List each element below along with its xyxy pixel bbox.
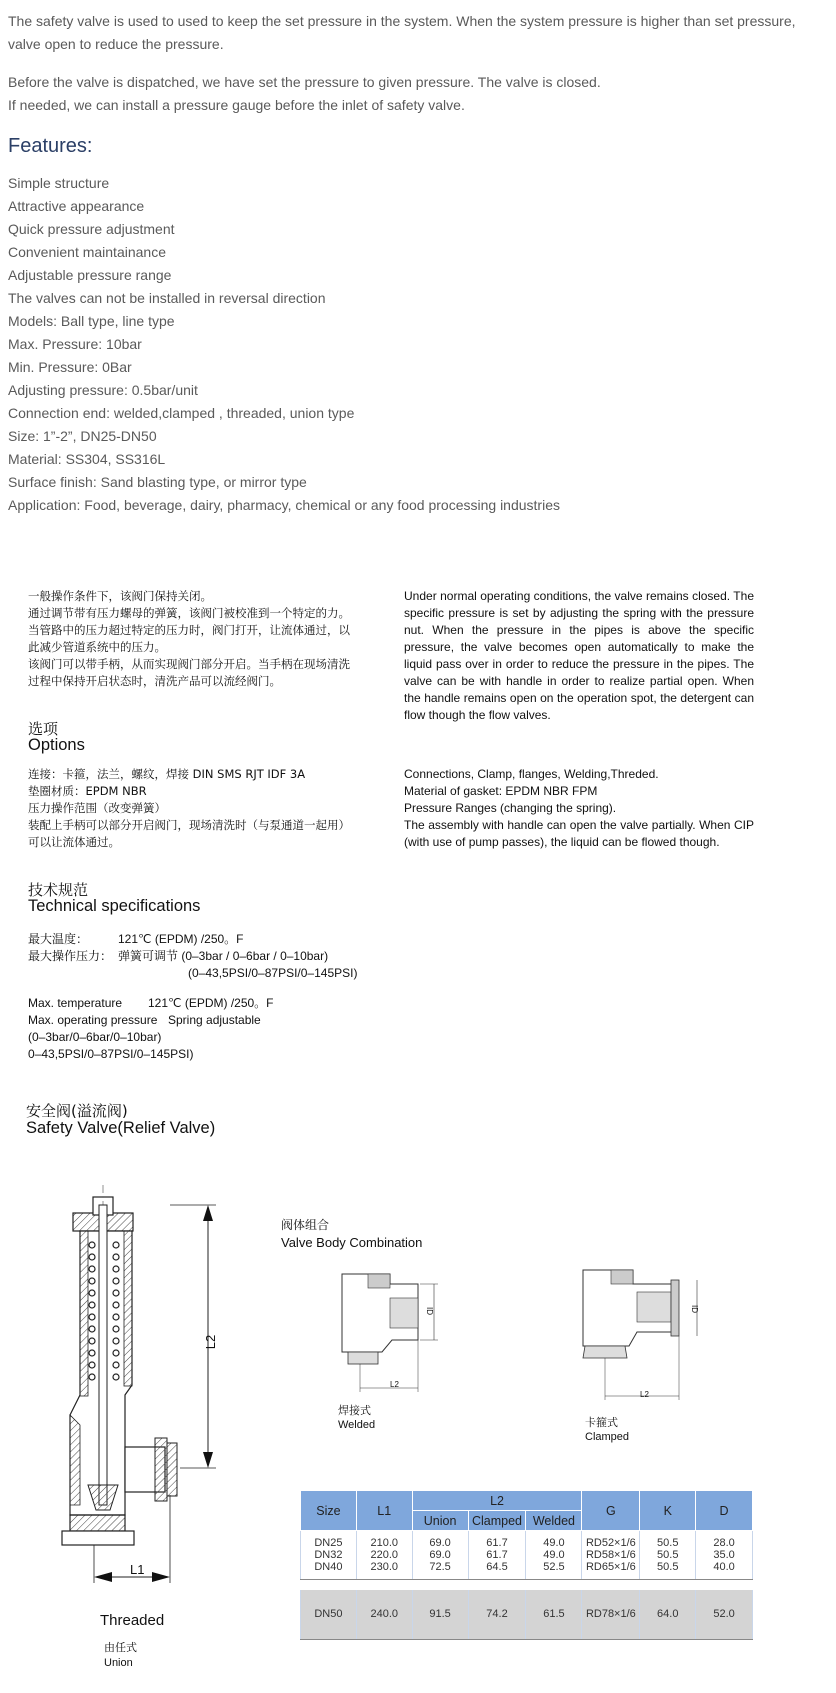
features-list <box>8 172 560 517</box>
en-temp-label: Max. temperature <box>28 996 123 1010</box>
clamped-id-label: ID <box>690 1305 699 1313</box>
header-k: K <box>640 1491 696 1531</box>
cell-clamped: 61.7 61.7 64.5 <box>468 1531 526 1580</box>
cell-l1: 210.0 220.0 230.0 <box>356 1531 412 1580</box>
cell-k: 50.5 50.5 50.5 <box>640 1531 696 1580</box>
header-d: D <box>696 1491 753 1531</box>
header-l2: L2 <box>412 1491 582 1511</box>
cell-clamped: 74.2 <box>468 1590 526 1640</box>
cell-size: DN25 DN32 DN40 <box>301 1531 357 1580</box>
threaded-label: Threaded <box>100 1612 165 1629</box>
techspec-heading-en: Technical specifications <box>28 897 201 915</box>
options-text-cn <box>28 766 398 851</box>
options-cn-line: 压力操作范围（改变弹簧） <box>28 801 166 815</box>
welded-l2-label: L2 <box>390 1380 399 1389</box>
combo-label-en: Valve Body Combination <box>281 1235 423 1250</box>
combo-label-cn: 阀体组合 <box>281 1218 330 1232</box>
operation-cn-line: 通过调节带有压力螺母的弹簧，该阀门被校准到一个特定的力。 <box>28 606 350 620</box>
options-cn-line: 装配上手柄可以部分开启阀门，现场清洗时（与泵通道一起用） <box>28 818 350 832</box>
options-text-en <box>404 766 754 851</box>
cell-g: RD52×1/6 RD58×1/6 RD65×1/6 <box>582 1531 640 1580</box>
union-label-en: Union <box>104 1657 133 1669</box>
dimensions-table <box>300 1490 753 1640</box>
feature-item: Surface finish: Sand blasting type, or mirror type <box>8 474 307 490</box>
welded-label-en: Welded <box>338 1419 376 1431</box>
cn-pressure-value-psi: (0–43,5PSI/0–87PSI/0–145PSI) <box>188 966 358 980</box>
feature-item: Adjustable pressure range <box>8 267 172 283</box>
feature-item: Models: Ball type, line type <box>8 313 175 329</box>
header-union: Union <box>412 1511 468 1531</box>
operation-cn-line: 一般操作条件下，该阀门保持关闭。 <box>28 589 212 603</box>
options-cn-line: 连接：卡箍，法兰，螺纹，焊接 DIN SMS RJT IDF 3A <box>28 767 306 781</box>
operation-cn-line: 此减少管道系统中的压力。 <box>28 640 166 654</box>
welded-id-label: ID <box>425 1307 434 1315</box>
en-pressure-label: Max. operating pressure <box>28 1013 158 1027</box>
intro-section <box>8 10 823 132</box>
options-en-line: Material of gasket: EPDM NBR FPM <box>404 784 598 798</box>
cell-welded: 61.5 <box>526 1590 582 1640</box>
cell-union: 91.5 <box>412 1590 468 1640</box>
union-label-cn: 由任式 <box>104 1642 137 1654</box>
feature-item: Size: 1”-2”, DN25-DN50 <box>8 428 157 444</box>
intro-paragraph-2 <box>8 71 823 117</box>
header-clamped: Clamped <box>468 1511 526 1531</box>
options-en-line: Pressure Ranges (changing the spring). <box>404 801 617 815</box>
header-l1: L1 <box>356 1491 412 1531</box>
options-cn-line: 可以让流体通过。 <box>28 835 120 849</box>
operation-text-cn <box>28 588 388 690</box>
feature-item: Max. Pressure: 10bar <box>8 336 142 352</box>
feature-item: Quick pressure adjustment <box>8 221 175 237</box>
feature-item: Attractive appearance <box>8 198 145 214</box>
feature-item: Material: SS304, SS316L <box>8 451 166 467</box>
product-title-cn: 安全阀(溢流阀) <box>26 1102 128 1120</box>
cn-pressure-label: 最大操作压力： <box>28 949 113 963</box>
feature-item: Convenient maintainance <box>8 244 166 260</box>
en-pressure-value: Spring adjustable <box>168 1013 261 1027</box>
en-temp-value: 121℃ (EPDM) /250。F <box>148 996 274 1010</box>
feature-item: Min. Pressure: 0Bar <box>8 359 132 375</box>
cell-g: RD78×1/6 <box>582 1590 640 1640</box>
options-heading-en: Options <box>28 736 85 754</box>
header-g: G <box>582 1491 640 1531</box>
options-en-line: Connections, Clamp, flanges, Welding,Threded. <box>404 767 659 781</box>
cell-d: 52.0 <box>696 1590 753 1640</box>
clamped-label-cn: 卡箍式 <box>585 1417 618 1429</box>
cell-l1: 240.0 <box>356 1590 412 1640</box>
intro-line-dispatch: Before the valve is dispatched, we have set the pressure to given pressure. The valve is closed. <box>8 74 601 90</box>
features-title: Features: <box>8 135 93 157</box>
feature-item: Application: Food, beverage, dairy, pharmacy, chemical or any food processing industries <box>8 497 560 513</box>
cn-temp-label: 最大温度： <box>28 932 89 946</box>
cell-d: 28.0 35.0 40.0 <box>696 1531 753 1580</box>
dimension-l1-label: L1 <box>130 1562 145 1577</box>
en-range-bar: (0–3bar/0–6bar/0–10bar) <box>28 1030 162 1044</box>
techspec-cn-block <box>28 931 448 982</box>
intro-line-gauge: If needed, we can install a pressure gauge before the inlet of safety valve. <box>8 97 465 113</box>
operation-cn-line: 当管路中的压力超过特定的压力时，阀门打开，让流体通过，以 <box>28 623 350 637</box>
cell-union: 69.0 69.0 72.5 <box>412 1531 468 1580</box>
header-welded: Welded <box>526 1511 582 1531</box>
dimension-l2-label: L2 <box>203 1334 219 1350</box>
safety-valve-drawing <box>40 1185 240 1595</box>
feature-item: The valves can not be installed in reversal direction <box>8 290 326 306</box>
welded-label-cn: 焊接式 <box>338 1405 371 1417</box>
feature-item: Simple structure <box>8 175 110 191</box>
operation-text-en: Under normal operating conditions, the valve remains closed. The specific pressure is set by adjusting the spring with the pressure nut. When the pressure in the pipes is above the specific pressure, the valve becomes open automatically to make the liquid pass over in order to reduce the pressure in the pipes. The valve can be with handle in order to realize partial open. When the handle remains open on the operation spot, the detergent can flow though the flow valves. <box>404 589 754 722</box>
options-cn-line: 垫圈材质：EPDM NBR <box>28 784 147 798</box>
cell-size: DN50 <box>301 1590 357 1640</box>
table-row-dn50 <box>301 1590 753 1640</box>
operation-cn-line: 该阀门可以带手柄，从而实现阀门部分开启。当手柄在现场清洗 <box>28 657 350 671</box>
options-en-line: The assembly with handle can open the valve partially. When CIP (with use of pump passes), the liquid can be flowed though. <box>404 818 754 849</box>
intro-paragraph-1: The safety valve is used to used to keep the set pressure in the system. When the system pressure is higher than set pressure, valve open to reduce the pressure. <box>8 13 796 52</box>
product-title-en: Safety Valve(Relief Valve) <box>26 1119 216 1137</box>
techspec-en-block <box>28 995 448 1063</box>
cn-pressure-value: 弹簧可调节 (0–3bar / 0–6bar / 0–10bar) <box>118 949 329 963</box>
feature-item: Connection end: welded,clamped , threaded, union type <box>8 405 355 421</box>
cn-temp-value: 121℃ (EPDM) /250。F <box>118 932 244 946</box>
techspec-heading-cn: 技术规范 <box>28 881 89 899</box>
clamped-label-en: Clamped <box>585 1431 630 1443</box>
en-range-psi: 0–43,5PSI/0–87PSI/0–145PSI) <box>28 1047 194 1061</box>
cell-welded: 49.0 49.0 52.5 <box>526 1531 582 1580</box>
feature-item: Adjusting pressure: 0.5bar/unit <box>8 382 198 398</box>
clamped-l2-label: L2 <box>640 1390 649 1399</box>
options-heading-cn: 选项 <box>28 720 59 738</box>
table-row-group-1 <box>301 1531 753 1580</box>
cell-k: 64.0 <box>640 1590 696 1640</box>
operation-cn-line: 过程中保持开启状态时，清洗产品可以流经阀门。 <box>28 674 281 688</box>
header-size: Size <box>301 1491 357 1531</box>
